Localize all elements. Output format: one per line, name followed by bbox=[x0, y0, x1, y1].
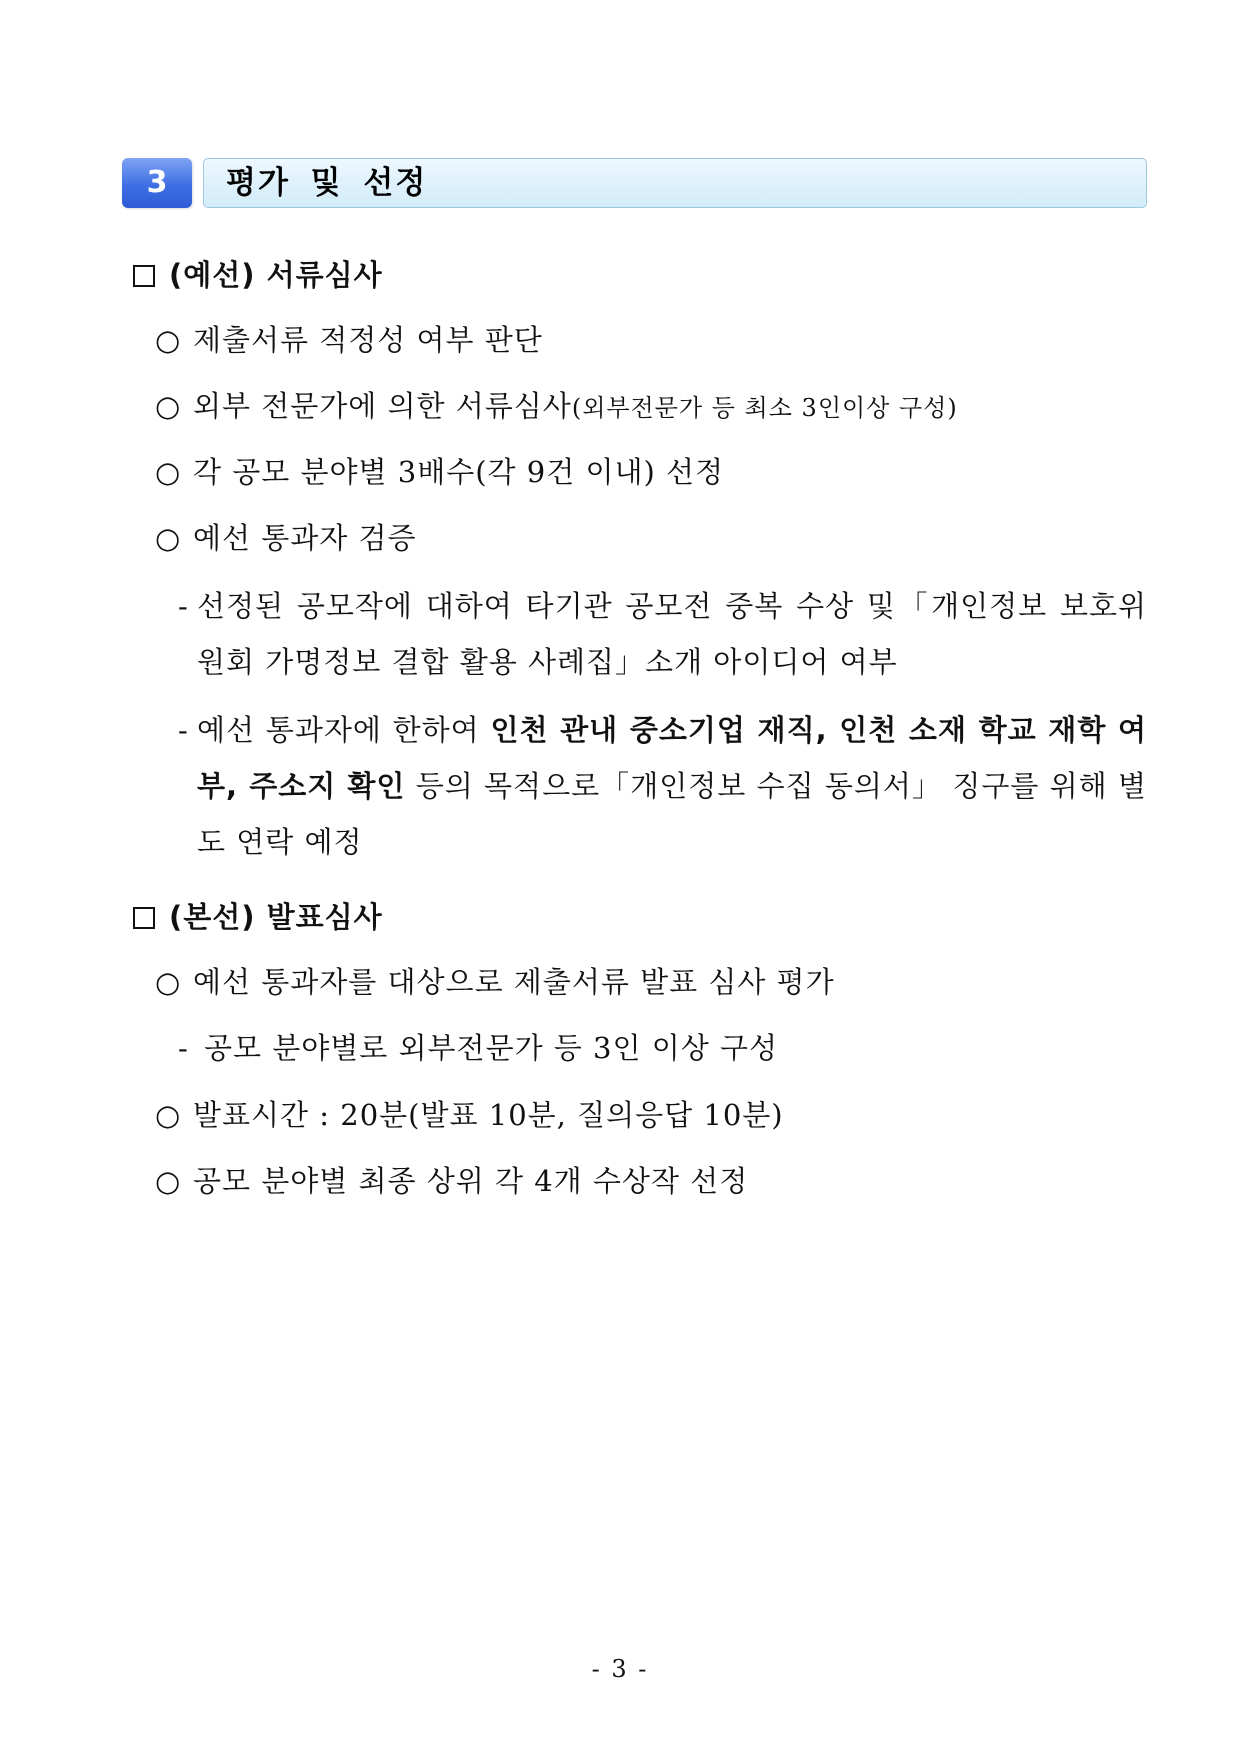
prelim-item-1 bbox=[155, 320, 543, 360]
prelim-item-text: 각 공모 분야별 3배수(각 9건 이내) 선정 bbox=[193, 455, 725, 489]
final-item-text: 발표시간 : 20분(발표 10분, 질의응답 10분) bbox=[193, 1098, 784, 1132]
prelim-heading bbox=[133, 255, 383, 295]
prelim-item-text: 예선 통과자 검증 bbox=[193, 521, 417, 555]
section-header bbox=[122, 158, 1147, 210]
dash-bullet: - bbox=[178, 1031, 189, 1065]
final-item-text: 공모 분야별 최종 상위 각 4개 수상작 선정 bbox=[193, 1164, 749, 1198]
prelim-item-3 bbox=[155, 452, 724, 492]
dash-bullet: - bbox=[178, 589, 189, 623]
prelim-item-2 bbox=[155, 386, 958, 428]
prelim-heading-text: (예선) 서류심사 bbox=[169, 258, 383, 292]
prelim-item-note: (외부전문가 등 최소 3인이상 구성) bbox=[571, 394, 958, 422]
circle-bullet-icon: ○ bbox=[155, 965, 182, 999]
circle-bullet-icon: ○ bbox=[155, 521, 182, 555]
prelim-item-4 bbox=[155, 518, 417, 558]
circle-bullet-icon: ○ bbox=[155, 1098, 182, 1132]
final-heading-text: (본선) 발표심사 bbox=[169, 900, 383, 934]
circle-bullet-icon: ○ bbox=[155, 1164, 182, 1198]
sub-item-2-before: 예선 통과자에 한하여 bbox=[197, 713, 491, 747]
final-item-text: 공모 분야별로 외부전문가 등 3인 이상 구성 bbox=[204, 1031, 778, 1065]
sub-item-1: 선정된 공모작에 대하여 타기관 공모전 중복 수상 및「개인정보 보호위원회 가명정보 결합 활용 사례집」소개 아이디어 여부 bbox=[197, 589, 1147, 679]
prelim-item-text: 제출서류 적정성 여부 판단 bbox=[193, 323, 543, 357]
page-number: - 3 - bbox=[591, 1655, 649, 1683]
section-title-box bbox=[203, 158, 1147, 208]
sub-dash-2 bbox=[178, 710, 189, 750]
section-title: 평가 및 선정 bbox=[226, 165, 428, 201]
final-item-text: 예선 통과자를 대상으로 제출서류 발표 심사 평가 bbox=[193, 965, 835, 999]
circle-bullet-icon: ○ bbox=[155, 323, 182, 357]
dash-bullet: - bbox=[178, 713, 189, 747]
final-item-2 bbox=[178, 1028, 778, 1068]
checkbox-square-icon bbox=[133, 907, 155, 929]
final-item-3 bbox=[155, 1095, 784, 1135]
sub-item-2 bbox=[197, 702, 1147, 870]
final-heading bbox=[133, 897, 383, 937]
sub-item-2-bold: 인천 관내 중소기업 재직, 인천 소재 학교 재학 여부, 주소지 확인 bbox=[197, 713, 1147, 803]
final-item-1 bbox=[155, 962, 835, 1002]
prelim-item-text: 외부 전문가에 의한 서류심사 bbox=[193, 389, 572, 423]
checkbox-square-icon bbox=[133, 265, 155, 287]
section-number-badge: 3 bbox=[122, 158, 192, 208]
sub-item-2-after: 등의 목적으로「개인정보 수집 동의서」 징구를 위해 별도 연락 예정 bbox=[197, 769, 1148, 859]
circle-bullet-icon: ○ bbox=[155, 389, 182, 423]
sub-dash-1 bbox=[178, 586, 189, 626]
final-item-4 bbox=[155, 1161, 748, 1201]
circle-bullet-icon: ○ bbox=[155, 455, 182, 489]
